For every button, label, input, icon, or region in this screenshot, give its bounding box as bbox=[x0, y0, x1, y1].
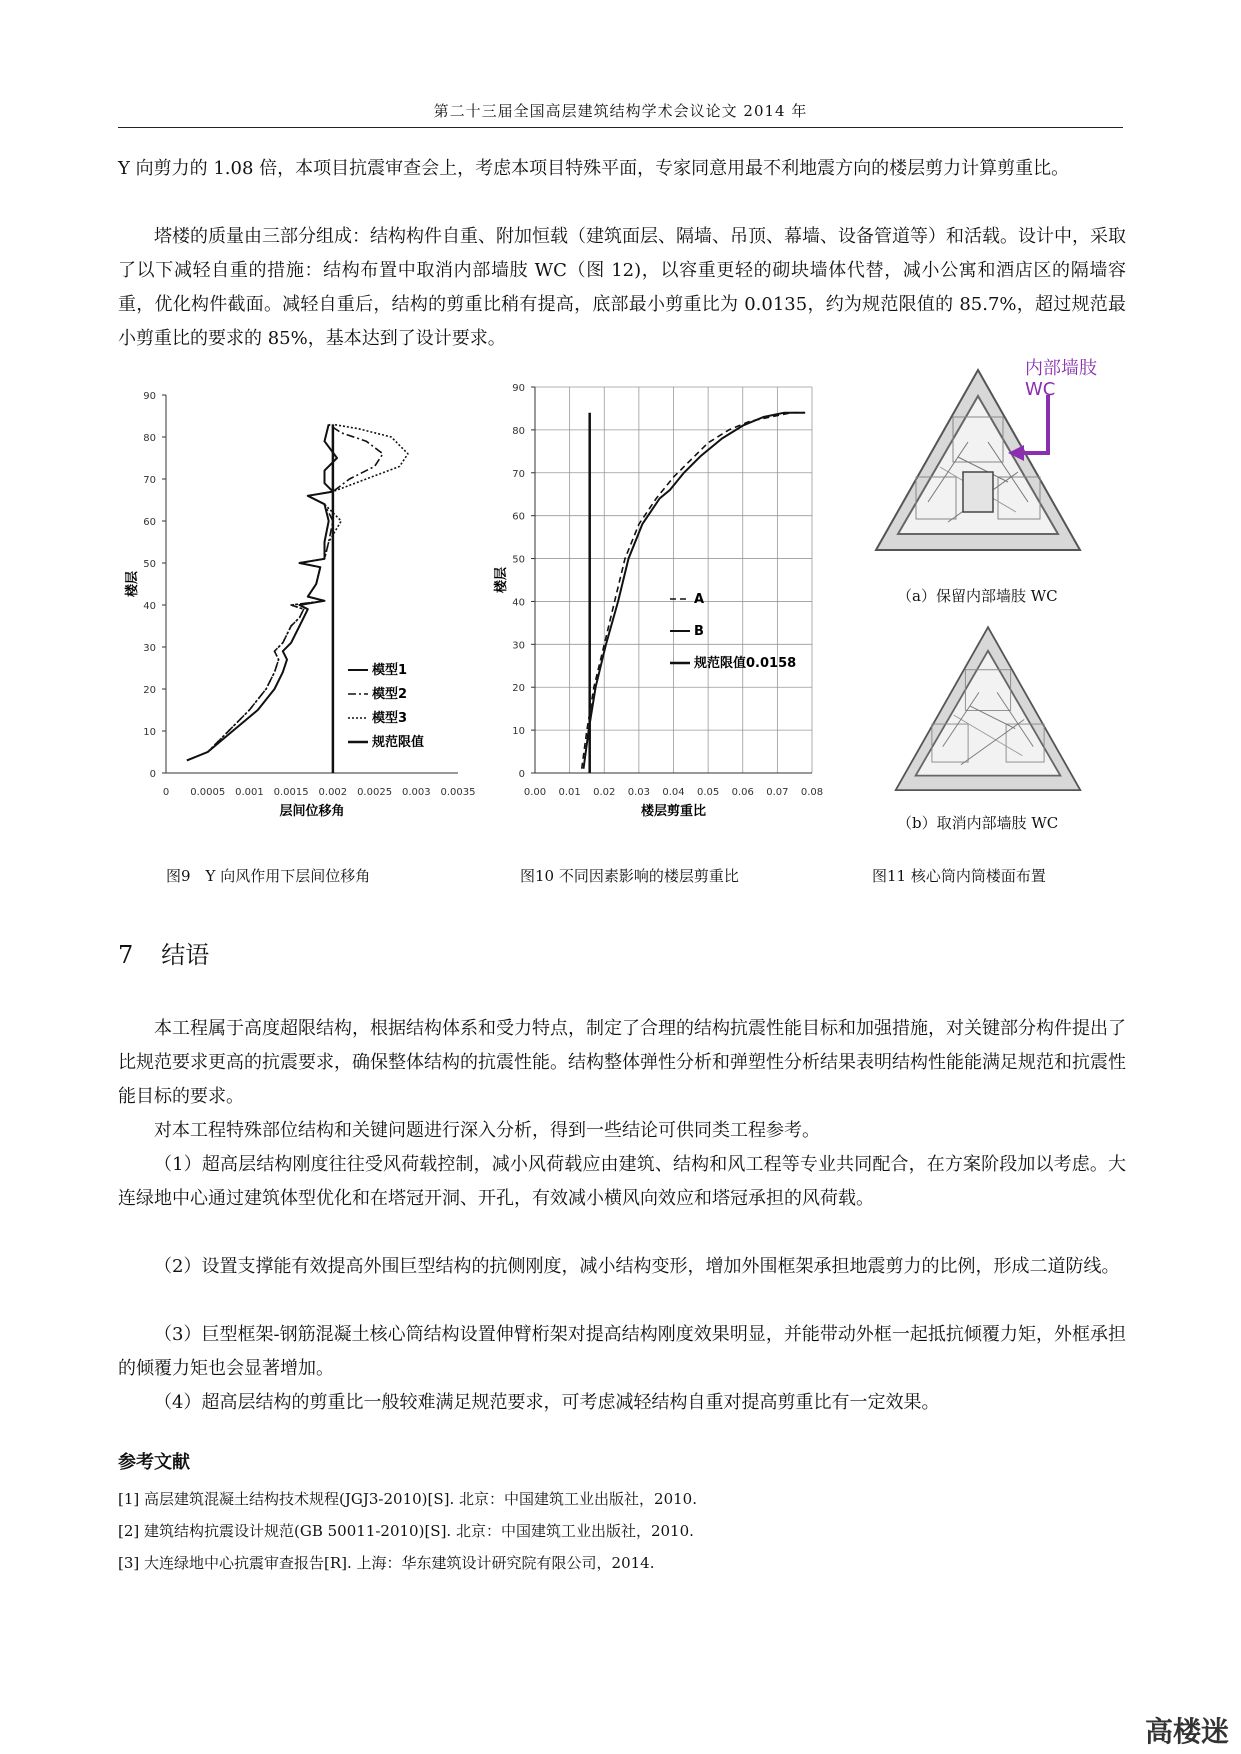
y-tick-label: 70 bbox=[143, 475, 156, 486]
chart-fig9-drift bbox=[118, 375, 476, 830]
x-tick-label: 0.03 bbox=[627, 787, 651, 798]
legend-label: 规范限值 bbox=[372, 735, 425, 750]
x-tick-label: 0.00 bbox=[523, 787, 547, 798]
x-tick-label: 0.06 bbox=[731, 787, 754, 798]
x-axis-title: 楼层剪重比 bbox=[640, 804, 707, 819]
reference-item: [2] 建筑结构抗震设计规范(GB 50011-2010)[S]. 北京：中国建筑工业出版社，2010. bbox=[118, 1522, 694, 1540]
watermark-logo: 高楼迷 bbox=[1145, 1715, 1230, 1748]
section7-paragraph-2: 对本工程特殊部位结构和关键问题进行深入分析，得到一些结论可供同类工程参考。 bbox=[154, 1120, 820, 1141]
x-tick-label: 0.0015 bbox=[273, 787, 309, 798]
y-tick-label: 20 bbox=[143, 685, 156, 696]
section-heading bbox=[118, 935, 237, 970]
section7-paragraph-1: 本工程属于高度超限结构，根据结构体系和受力特点，制定了合理的结构抗震性能目标和加强措施，对关键部分构件提出了比规范要求更高的抗震要求，确保整体结构的抗震性能。结构整体弹性分析和弹塑性分析结果表明结构性能能满足规范和抗震性能目标的要求。 bbox=[118, 1018, 1126, 1107]
x-tick-label: 0.01 bbox=[558, 787, 581, 798]
fig11b-caption: （b）取消内部墙肢 WC bbox=[897, 814, 1059, 832]
y-tick-label: 30 bbox=[512, 640, 525, 652]
y-tick-label: 10 bbox=[143, 727, 156, 738]
y-tick-label: 90 bbox=[143, 391, 156, 402]
x-tick-label: 0.08 bbox=[800, 787, 824, 798]
running-header: 第二十三届全国高层建筑结构学术会议论文 2014 年 bbox=[433, 102, 808, 120]
x-tick-label: 0.07 bbox=[766, 787, 789, 798]
y-tick-label: 70 bbox=[512, 468, 525, 480]
references-title: 参考文献 bbox=[118, 1452, 190, 1473]
y-tick-label: 10 bbox=[512, 726, 525, 738]
fig11-caption: 图11 核心筒内筒楼面布置 bbox=[872, 867, 1046, 885]
x-tick-label: 0 bbox=[162, 787, 170, 798]
y-tick-label: 0 bbox=[149, 769, 156, 780]
section7-paragraph-4: （2）设置支撑能有效提高外围巨型结构的抗侧刚度，减小结构变形，增加外围框架承担地震剪力的比例，形成二道防线。 bbox=[154, 1256, 1120, 1277]
y-axis-title: 楼层 bbox=[494, 566, 509, 594]
section7-paragraph-3: （1）超高层结构刚度往往受风荷载控制，减小风荷载应由建筑、结构和风工程等专业共同配合，在方案阶段加以考虑。大连绿地中心通过建筑体型优化和在塔冠开洞、开孔，有效减小横风向效应和塔冠承担的风荷载。 bbox=[118, 1154, 1126, 1209]
reference-item: [1] 高层建筑混凝土结构技术规程(JGJ3-2010)[S]. 北京：中国建筑工业出版社，2010. bbox=[118, 1490, 697, 1508]
y-axis-title: 楼层 bbox=[125, 570, 140, 598]
y-tick-label: 20 bbox=[512, 683, 525, 695]
floor-plan-b bbox=[888, 620, 1088, 810]
x-tick-label: 0.04 bbox=[662, 787, 685, 798]
x-axis-title: 层间位移角 bbox=[279, 804, 345, 819]
legend-label: 模型2 bbox=[372, 687, 408, 702]
series-line bbox=[187, 424, 383, 760]
fig10-caption: 图10 不同因素影响的楼层剪重比 bbox=[520, 867, 739, 885]
paragraph-1: Y 向剪力的 1.08 倍，本项目抗震审查会上，考虑本项目特殊平面，专家同意用最不利地震方向的楼层剪力计算剪重比。 bbox=[118, 158, 1070, 179]
legend-label: B bbox=[694, 624, 704, 639]
wc-arrow-icon bbox=[1000, 395, 1060, 465]
chart-fig10-shear-ratio bbox=[470, 375, 830, 830]
y-tick-label: 60 bbox=[512, 511, 525, 523]
x-tick-label: 0.003 bbox=[401, 787, 431, 798]
series-line bbox=[187, 424, 408, 760]
legend-label: 模型3 bbox=[372, 711, 408, 726]
wc-label bbox=[1025, 358, 1097, 400]
x-tick-label: 0.0035 bbox=[440, 787, 476, 798]
legend-label: A bbox=[694, 592, 705, 607]
paragraph-2: 塔楼的质量由三部分组成：结构构件自重、附加恒载（建筑面层、隔墙、吊顶、幕墙、设备管道等）和活载。设计中，采取了以下减轻自重的措施：结构布置中取消内部墙肢 WC（图 12)，以容重更轻的砌块墙体代替，减小公寓和酒店区的隔墙容重，优化构件截面。减轻自重后，结构的剪重比稍有提高，底部最小剪重比为 0.0135，约为规范限值的 85.7%，超过规范最小剪重比的要求的 85%，基本达到了设计要求。 bbox=[118, 226, 1126, 349]
section7-paragraph-5: （3）巨型框架-钢筋混凝土核心筒结构设置伸臂桁架对提高结构刚度效果明显，并能带动外框一起抵抗倾覆力矩，外框承担的倾覆力矩也会显著增加。 bbox=[118, 1324, 1126, 1379]
reference-item: [3] 大连绿地中心抗震审查报告[R]. 上海：华东建筑设计研究院有限公司，2014. bbox=[118, 1554, 655, 1572]
wc-label-line2: WC bbox=[1025, 379, 1056, 400]
x-tick-label: 0.0005 bbox=[190, 787, 226, 798]
section-number: 7 bbox=[118, 941, 134, 969]
legend-label: 规范限值0.0158 bbox=[694, 656, 797, 671]
section7-paragraph-6: （4）超高层结构的剪重比一般较难满足规范要求，可考虑减轻结构自重对提高剪重比有一定效果。 bbox=[154, 1392, 940, 1413]
series-line bbox=[582, 413, 805, 769]
y-tick-label: 50 bbox=[512, 554, 525, 566]
x-tick-label: 0.05 bbox=[696, 787, 720, 798]
y-tick-label: 60 bbox=[143, 517, 156, 528]
y-tick-label: 80 bbox=[512, 425, 525, 437]
x-tick-label: 0.002 bbox=[318, 787, 348, 798]
y-tick-label: 80 bbox=[143, 433, 156, 444]
y-tick-label: 30 bbox=[143, 643, 156, 654]
fig11a-caption: （a）保留内部墙肢 WC bbox=[897, 587, 1058, 605]
section-title-text: 结语 bbox=[161, 941, 210, 969]
header-rule bbox=[118, 127, 1123, 128]
x-tick-label: 0.02 bbox=[593, 787, 616, 798]
fig9-caption: 图9 Y 向风作用下层间位移角 bbox=[166, 867, 371, 885]
x-tick-label: 0.0025 bbox=[357, 787, 393, 798]
y-tick-label: 40 bbox=[512, 597, 525, 609]
legend-label: 模型1 bbox=[372, 663, 408, 678]
y-tick-label: 90 bbox=[512, 383, 525, 394]
series-line bbox=[187, 424, 337, 760]
y-tick-label: 0 bbox=[518, 769, 525, 780]
wc-label-line1: 内部墙肢 bbox=[1025, 358, 1097, 379]
y-tick-label: 50 bbox=[143, 559, 156, 570]
x-tick-label: 0.001 bbox=[235, 787, 264, 798]
y-tick-label: 40 bbox=[143, 601, 156, 612]
